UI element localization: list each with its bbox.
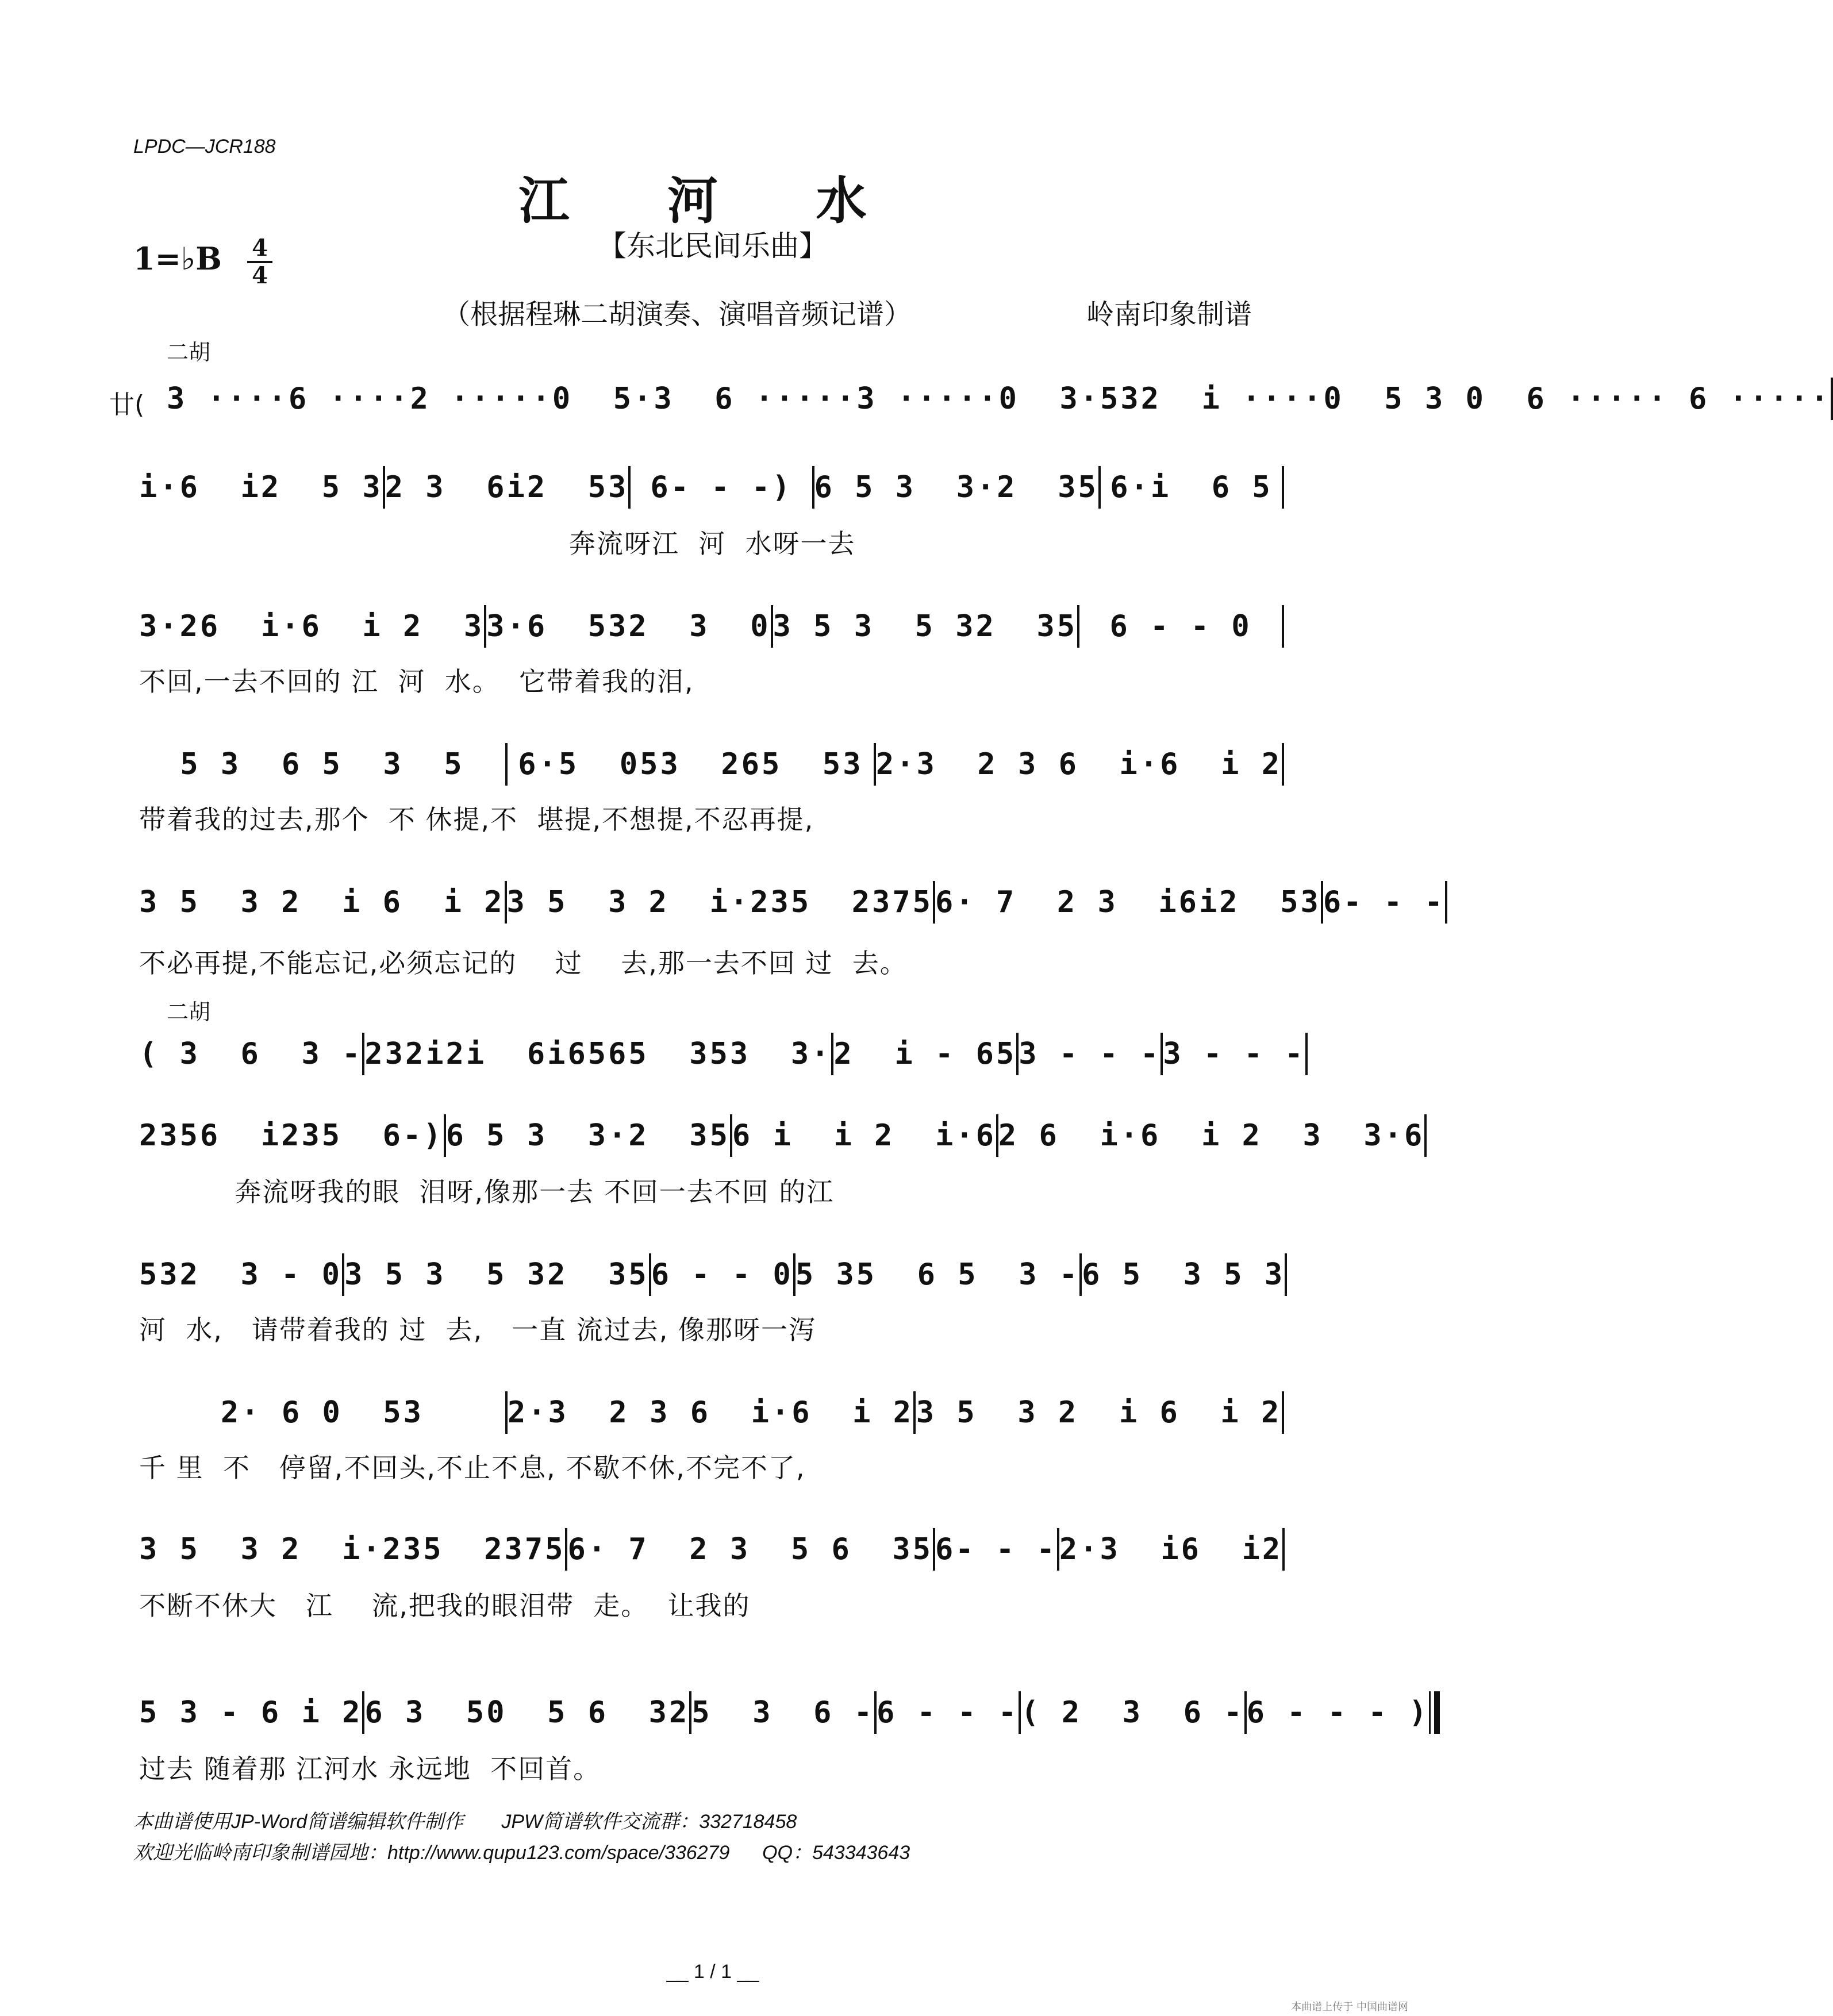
- score-system: [139, 741, 1284, 787]
- meter-top: 4: [252, 234, 268, 261]
- measure: 6- - -: [935, 1532, 1057, 1567]
- subtitle: 【东北民间乐曲】: [598, 229, 828, 263]
- lyrics-line: 不必再提,不能忘记,必须忘记的 过 去,那一去不回 过 去。: [139, 948, 908, 979]
- measure: 3 5 3 2 i·235 2375: [139, 1532, 566, 1567]
- measure: 2 3 6i2 53: [385, 470, 629, 505]
- measure: 5 3 6 5 3 5: [180, 747, 464, 782]
- meter-bottom: 4: [252, 262, 268, 289]
- measure: 6- - -): [650, 470, 793, 505]
- bar-line: [1445, 881, 1447, 924]
- score-system: [139, 1390, 1284, 1436]
- measure: 6 5 3 5 3: [1082, 1257, 1285, 1292]
- measure: 2·3 i6 i2: [1059, 1532, 1283, 1567]
- measure: ( 2 3 6 -: [1021, 1695, 1244, 1730]
- measure: i·6 i2 5 3: [139, 470, 383, 505]
- measure: 6 - - 0: [1109, 609, 1252, 644]
- instrument-label: 二胡: [167, 340, 211, 365]
- score-system: [139, 1526, 1284, 1572]
- instrument-label: 二胡: [167, 999, 211, 1025]
- measure: 3 - - -: [1163, 1037, 1305, 1071]
- bar-line: [1305, 1033, 1308, 1075]
- measure: 6· 7 2 3 i6i2 53: [935, 885, 1321, 919]
- measure: 3·26 i·6 i 2 3: [139, 609, 485, 644]
- measure: 5 3 6 -: [691, 1695, 875, 1730]
- watermark: 本曲谱上传于 中国曲谱网: [1291, 2001, 1408, 2013]
- measure: ( 3 6 3 -: [139, 1037, 363, 1071]
- measure: 2· 6 0 53: [220, 1395, 424, 1430]
- measure: 2 i - 65: [833, 1037, 1017, 1071]
- score-system: [139, 879, 1445, 925]
- score-system: [139, 464, 1284, 510]
- measure: 3 5 3 5 32 35: [773, 609, 1078, 644]
- score-system: [139, 1113, 1425, 1159]
- measure: 6 - - 0: [651, 1257, 793, 1292]
- time-signature: [247, 234, 272, 289]
- measure: 232i2i 6i6565 353 3·: [364, 1037, 832, 1071]
- bar-line: [1282, 605, 1284, 648]
- footer-software-note: 本曲谱使用JP-Word简谱编辑软件制作 JPW简谱软件交流群：332718458: [133, 1811, 797, 1833]
- measure: 2356 i235 6-): [139, 1118, 444, 1153]
- bar-line: [1429, 1691, 1431, 1734]
- footer-site-note: 欢迎光临岭南印象制谱园地：http://www.qupu123.com/space/336279 QQ：543343643: [133, 1842, 910, 1864]
- measure: 3 5 3 2 i 6 i 2: [139, 885, 505, 919]
- arranger: 岭南印象制谱: [1086, 298, 1252, 330]
- lyrics-line: 不断不休大 江 流,把我的眼泪带 走。 让我的: [139, 1590, 751, 1621]
- bar-line: [1282, 743, 1284, 786]
- measure: 3·6 532 3 0: [486, 609, 771, 644]
- key-signature: 1=♭B: [133, 240, 222, 277]
- page-title: 江 河 水: [518, 171, 907, 230]
- measure: 2·3 2 3 6 i·6 i 2: [507, 1395, 914, 1430]
- source-note: （根据程琳二胡演奏、演唱音频记谱）: [443, 298, 912, 330]
- lyrics-line: 奔流呀我的眼 泪呀,像那一去 不回一去不回 的江: [139, 1176, 835, 1207]
- bar-line: [1831, 378, 1833, 420]
- bar-line: [1424, 1114, 1427, 1157]
- measure: 6·i 6 5: [1110, 470, 1273, 505]
- measure: 3 5 3 5 32 35: [344, 1257, 649, 1292]
- score-system: [139, 603, 1284, 649]
- lyrics-line: 不回,一去不回的 江 河 水。 它带着我的泪,: [139, 666, 694, 697]
- measure: 6- - -: [1323, 885, 1445, 919]
- measure: 5 3 - 6 i 2: [139, 1695, 363, 1730]
- score-code: LPDC—JCR188: [133, 136, 276, 157]
- lyrics-line: 带着我的过去,那个 不 休提,不 堪提,不想提,不忍再提,: [139, 804, 814, 835]
- measure: 6 - - - ): [1246, 1695, 1429, 1730]
- measure: 6· 7 2 3 5 6 35: [567, 1532, 933, 1567]
- measure: 3 5 3 2 i·235 2375: [506, 885, 933, 919]
- measure: 6 5 3 3·2 35: [814, 470, 1098, 505]
- lyrics-line: 河 水, 请带着我的 过 去, 一直 流过去, 像那呀一泻: [139, 1314, 816, 1345]
- lyrics-line: 千 里 不 停留,不回头,不止不息, 不歇不休,不完不了,: [139, 1452, 806, 1483]
- lyrics-line: 过去 随着那 江河水 永远地 不回首。: [139, 1753, 601, 1784]
- page-number: __ 1 / 1 __: [666, 1961, 759, 1983]
- bar-line: [1285, 1253, 1287, 1296]
- measure: 3 5 3 2 i 6 i 2: [916, 1395, 1282, 1430]
- score-system: [139, 1031, 1305, 1077]
- measure: 6 - - -: [877, 1695, 1019, 1730]
- measure: 3 ····6 ····2 ·····0 5·3 6 ·····3 ·····0 3·532 i ····0 5 3 0 6 ····· 6 ·····: [167, 382, 1831, 416]
- measure: 6·5 053 265 53: [518, 747, 863, 782]
- bar-line: [1282, 466, 1284, 509]
- measure: 6 5 3 3·2 35: [445, 1118, 730, 1153]
- measure: 6 3 50 5 6 32: [364, 1695, 690, 1730]
- score-system: [139, 1690, 1429, 1736]
- measure: 532 3 - 0: [139, 1257, 343, 1292]
- lyrics-line: 奔流呀江 河 水呀一去: [139, 528, 856, 559]
- score-system: [139, 1252, 1284, 1298]
- measure: 6 i i 2 i·6: [732, 1118, 996, 1153]
- final-bar-line: [1434, 1691, 1440, 1734]
- bar-line: [1282, 1391, 1284, 1434]
- score-system: [167, 376, 1831, 422]
- bar-line: [1282, 1528, 1285, 1571]
- measure: 2·3 2 3 6 i·6 i 2: [875, 747, 1282, 782]
- measure: 5 35 6 5 3 -: [795, 1257, 1080, 1292]
- measure: 2 6 i·6 i 2 3 3·6: [998, 1118, 1425, 1153]
- system-prefix: 廿(: [109, 390, 145, 420]
- measure: 3 - - -: [1019, 1037, 1161, 1071]
